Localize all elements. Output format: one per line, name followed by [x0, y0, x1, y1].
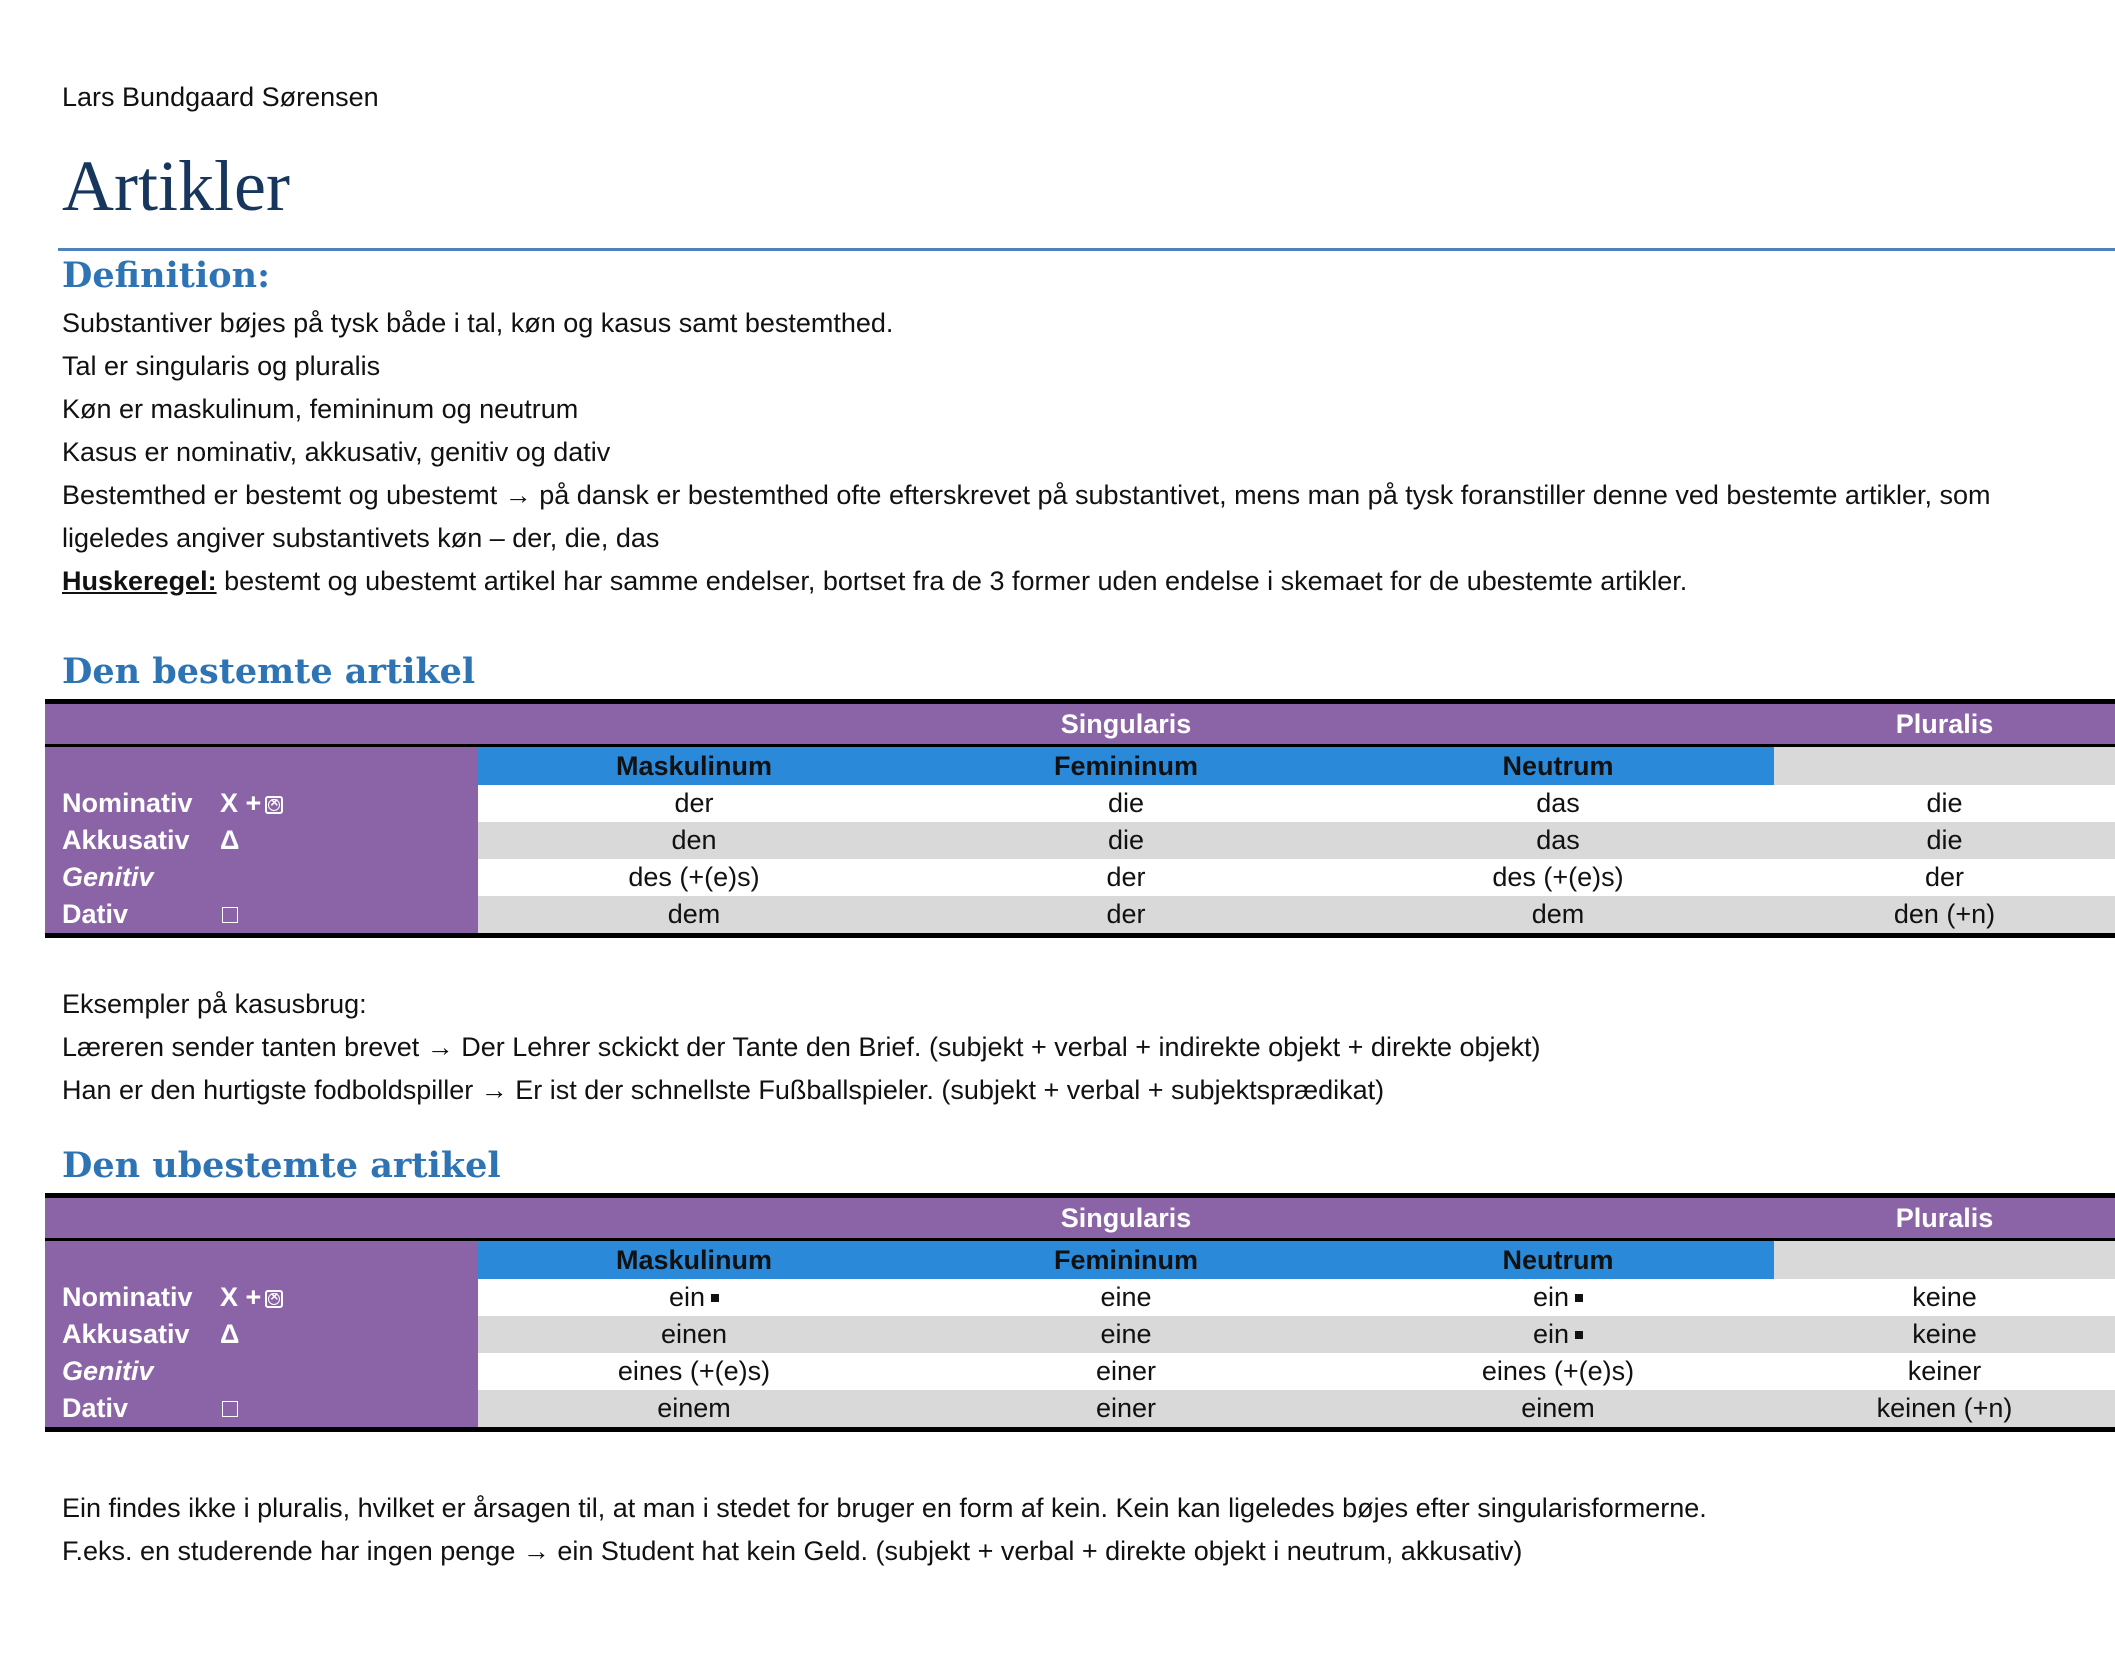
- definition-heading: Definition:: [62, 255, 270, 296]
- table-row: [45, 1316, 2115, 1353]
- closing-line: Ein findes ikke i pluralis, hvilket er årsagen til, at man i stedet for bruger en form af kein. Kein kan ligeledes bøjes efter singularisformerne.: [62, 1493, 1707, 1523]
- label-column-cell: [45, 747, 478, 785]
- case-name: Genitiv: [62, 1356, 154, 1386]
- case-label: [45, 785, 478, 822]
- square-icon: [222, 907, 238, 923]
- case-label: [45, 1390, 478, 1427]
- table-cell: eine: [910, 1279, 1342, 1316]
- corner-cell: [45, 1198, 478, 1238]
- case-name: Akkusativ: [62, 1319, 190, 1349]
- circled-times-icon: [265, 1290, 283, 1308]
- no-ending-marker-icon: [711, 1294, 719, 1302]
- table-cell: ein: [1342, 1316, 1774, 1353]
- table-cell: der: [478, 785, 910, 822]
- table-cell: der: [1774, 859, 2115, 896]
- table-cell: des (+(e)s): [478, 859, 910, 896]
- table-cell: die: [910, 822, 1342, 859]
- table-cell: dem: [1342, 896, 1774, 933]
- table-bottom-border: [45, 1427, 2115, 1432]
- case-name: Genitiv: [62, 862, 154, 892]
- table-cell: keinen (+n): [1774, 1390, 2115, 1427]
- table-cell: ein: [478, 1279, 910, 1316]
- plural-blank-cell: [1774, 1241, 2115, 1279]
- case-name: Dativ: [62, 1393, 129, 1423]
- memory-rule-label: Huskeregel:: [62, 566, 217, 596]
- author-name: Lars Bundgaard Sørensen: [62, 82, 379, 112]
- table-cell: einem: [1342, 1390, 1774, 1427]
- indefinite-article-table: [45, 1193, 2115, 1432]
- case-label: [45, 1353, 478, 1390]
- table-bottom-border: [45, 933, 2115, 938]
- case-name: Nominativ: [62, 1282, 193, 1312]
- examples-text: [62, 983, 1541, 1112]
- definition-line: Tal er singularis og pluralis: [62, 351, 381, 381]
- corner-cell: [45, 704, 478, 744]
- table-cell: einem: [478, 1390, 910, 1427]
- definition-line: ligeledes angiver substantivets køn – der, die, das: [62, 523, 660, 553]
- gender-feminine: Femininum: [910, 1241, 1342, 1279]
- case-label: [45, 859, 478, 896]
- no-ending-marker-icon: [1575, 1331, 1583, 1339]
- indefinite-heading: Den ubestemte artikel: [62, 1145, 501, 1186]
- table-cell: den (+n): [1774, 896, 2115, 933]
- table-row: [45, 1279, 2115, 1316]
- gender-header-row: [45, 1241, 2115, 1279]
- table-row: [45, 822, 2115, 859]
- table-cell: eine: [910, 1316, 1342, 1353]
- gender-neuter: Neutrum: [1342, 747, 1774, 785]
- number-header-row: [45, 1198, 2115, 1241]
- case-label: [45, 896, 478, 933]
- definition-line: Kasus er nominativ, akkusativ, genitiv og dativ: [62, 437, 611, 467]
- singular-label: Singularis: [1060, 708, 1192, 739]
- gender-masculine: Maskulinum: [478, 747, 910, 785]
- gender-masculine: Maskulinum: [478, 1241, 910, 1279]
- case-label: [45, 1316, 478, 1353]
- table-cell: einen: [478, 1316, 910, 1353]
- table-row: [45, 1390, 2115, 1427]
- closing-line: F.eks. en studerende har ingen penge → ein Student hat kein Geld. (subjekt + verbal + direkte objekt i neutrum, akkusativ): [62, 1536, 1523, 1566]
- table-row: [45, 896, 2115, 933]
- example-line: Læreren sender tanten brevet → Der Lehrer sckickt der Tante den Brief. (subjekt + verbal + indirekte objekt + direkte objekt): [62, 1032, 1541, 1062]
- table-cell: einer: [910, 1390, 1342, 1427]
- examples-intro: Eksempler på kasusbrug:: [62, 989, 367, 1019]
- example-line: Han er den hurtigste fodboldspiller → Er ist der schnellste Fußballspieler. (subjekt + verbal + subjektsprædikat): [62, 1075, 1385, 1105]
- case-symbol: X +×: [220, 788, 283, 819]
- case-name: Nominativ: [62, 788, 193, 818]
- case-label: [45, 822, 478, 859]
- circled-times-icon: [265, 796, 283, 814]
- memory-rule: [62, 560, 1990, 603]
- case-symbol: X +×: [220, 1282, 283, 1313]
- table-cell: den: [478, 822, 910, 859]
- plural-label: Pluralis: [1895, 1202, 1994, 1233]
- table-cell: ein: [1342, 1279, 1774, 1316]
- table-cell: die: [910, 785, 1342, 822]
- definite-heading: Den bestemte artikel: [62, 651, 476, 692]
- table-cell: die: [1774, 785, 2115, 822]
- case-name: Dativ: [62, 899, 129, 929]
- table-cell: eines (+(e)s): [1342, 1353, 1774, 1390]
- gender-neuter: Neutrum: [1342, 1241, 1774, 1279]
- table-cell: das: [1342, 822, 1774, 859]
- plural-blank-cell: [1774, 747, 2115, 785]
- table-cell: keine: [1774, 1279, 2115, 1316]
- case-name: Akkusativ: [62, 825, 190, 855]
- plural-label: Pluralis: [1895, 708, 1994, 739]
- definition-line: Substantiver bøjes på tysk både i tal, køn og kasus samt bestemthed.: [62, 308, 894, 338]
- closing-text: [62, 1487, 1707, 1573]
- table-cell: der: [910, 896, 1342, 933]
- definition-line: Køn er maskulinum, femininum og neutrum: [62, 394, 579, 424]
- case-label: [45, 1279, 478, 1316]
- gender-feminine: Femininum: [910, 747, 1342, 785]
- definition-text: [62, 302, 1990, 603]
- table-cell: einer: [910, 1353, 1342, 1390]
- definition-line: Bestemthed er bestemt og ubestemt → på dansk er bestemthed ofte efterskrevet på substantivet, mens man på tysk foranstiller denne ved bestemte artikler, som: [62, 480, 1991, 510]
- delta-symbol: Δ: [220, 825, 240, 855]
- singular-label: Singularis: [1060, 1202, 1192, 1233]
- number-header-row: [45, 704, 2115, 747]
- delta-symbol: Δ: [220, 1319, 240, 1349]
- table-row: [45, 1353, 2115, 1390]
- definite-article-table: [45, 699, 2115, 938]
- table-row: [45, 785, 2115, 822]
- no-ending-marker-icon: [1575, 1294, 1583, 1302]
- table-cell: eines (+(e)s): [478, 1353, 910, 1390]
- table-cell: des (+(e)s): [1342, 859, 1774, 896]
- memory-rule-text: bestemt og ubestemt artikel har samme endelser, bortset fra de 3 former uden endelse i skemaet for de ubestemte artikler.: [216, 566, 1688, 596]
- square-icon: [222, 1401, 238, 1417]
- table-cell: das: [1342, 785, 1774, 822]
- table-cell: keiner: [1774, 1353, 2115, 1390]
- label-column-cell: [45, 1241, 478, 1279]
- table-row: [45, 859, 2115, 896]
- table-cell: die: [1774, 822, 2115, 859]
- page-title: Artikler: [62, 146, 290, 226]
- table-cell: der: [910, 859, 1342, 896]
- gender-header-row: [45, 747, 2115, 785]
- title-underline: [58, 248, 2115, 251]
- table-cell: keine: [1774, 1316, 2115, 1353]
- table-cell: dem: [478, 896, 910, 933]
